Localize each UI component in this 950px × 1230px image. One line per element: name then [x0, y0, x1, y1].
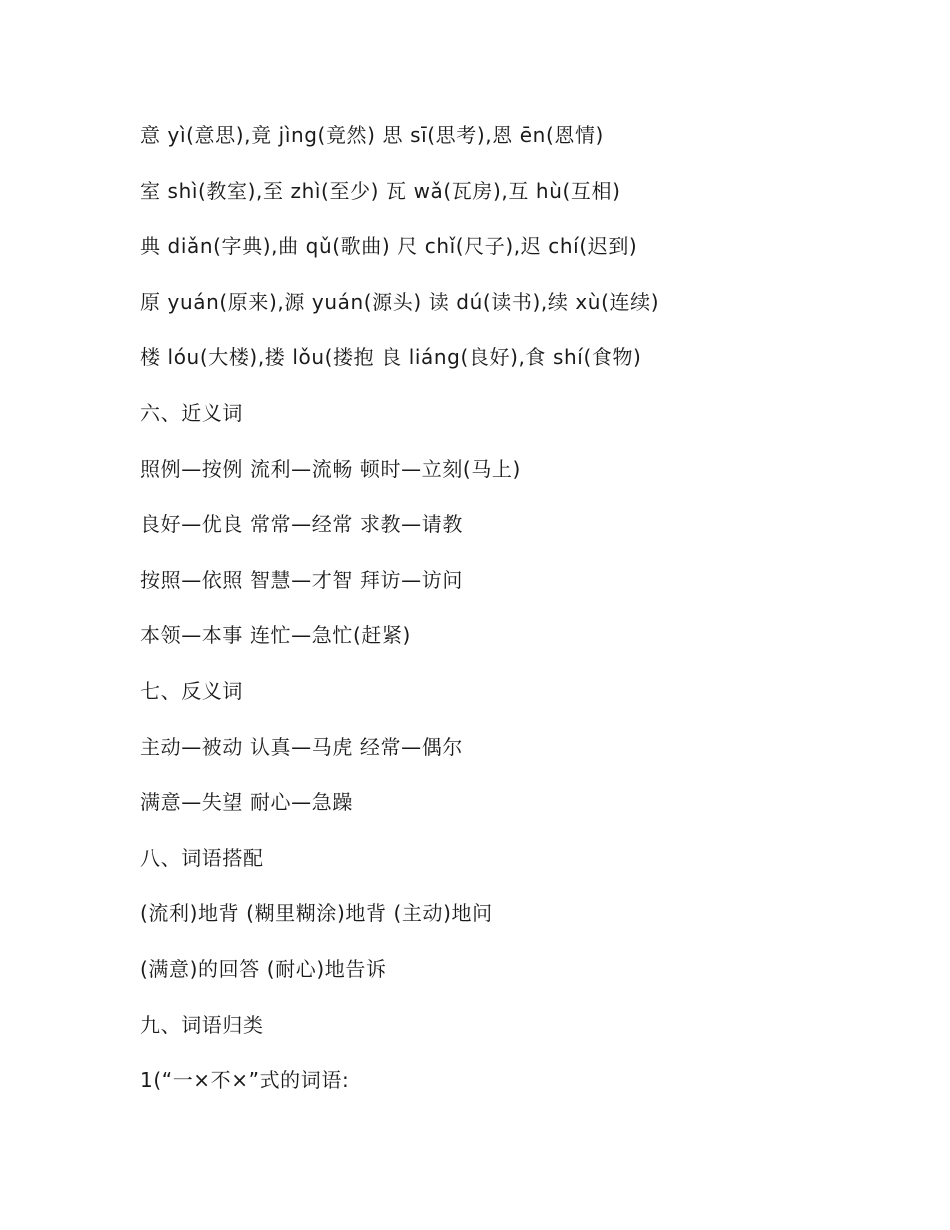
pinyin-line-2: 室 shì(教室),至 zhì(至少) 瓦 wǎ(瓦房),互 hù(互相) — [140, 178, 621, 203]
antonym-line-2: 满意—失望 耐心—急躁 — [140, 790, 353, 815]
synonym-line-1: 照例—按例 流利—流畅 顿时—立刻(马上) — [140, 456, 521, 481]
section-heading-synonyms: 六、近义词 — [140, 400, 243, 425]
pinyin-line-1: 意 yì(意思),竟 jìng(竟然) 思 sī(思考),恩 ēn(恩情) — [140, 123, 604, 147]
pinyin-line-5: 楼 lóu(大楼),搂 lǒu(搂抱 良 liáng(良好),食 shí(食物) — [140, 345, 642, 370]
section-heading-collocations: 八、词语搭配 — [140, 845, 264, 870]
section-heading-classification: 九、词语归类 — [140, 1012, 264, 1037]
synonym-line-3: 按照—依照 智慧—才智 拜访—访问 — [140, 567, 463, 592]
antonym-line-1: 主动—被动 认真—马虎 经常—偶尔 — [140, 734, 463, 759]
document-body — [140, 116, 920, 1117]
section-heading-antonyms: 七、反义词 — [140, 678, 243, 703]
classification-line-1: 1(“一×不×”式的词语: — [140, 1068, 350, 1093]
collocation-line-2: (满意)的回答 (耐心)地告诉 — [140, 956, 387, 981]
pinyin-line-4: 原 yuán(原来),源 yuán(源头) 读 dú(读书),续 xù(连续) — [140, 289, 660, 314]
collocation-line-1: (流利)地背 (糊里糊涂)地背 (主动)地问 — [140, 901, 493, 926]
pinyin-line-3: 典 diǎn(字典),曲 qǔ(歌曲) 尺 chǐ(尺子),迟 chí(迟到) — [140, 234, 638, 259]
synonym-line-2: 良好—优良 常常—经常 求教—请教 — [140, 512, 463, 537]
synonym-line-4: 本领—本事 连忙—急忙(赶紧) — [140, 623, 411, 648]
